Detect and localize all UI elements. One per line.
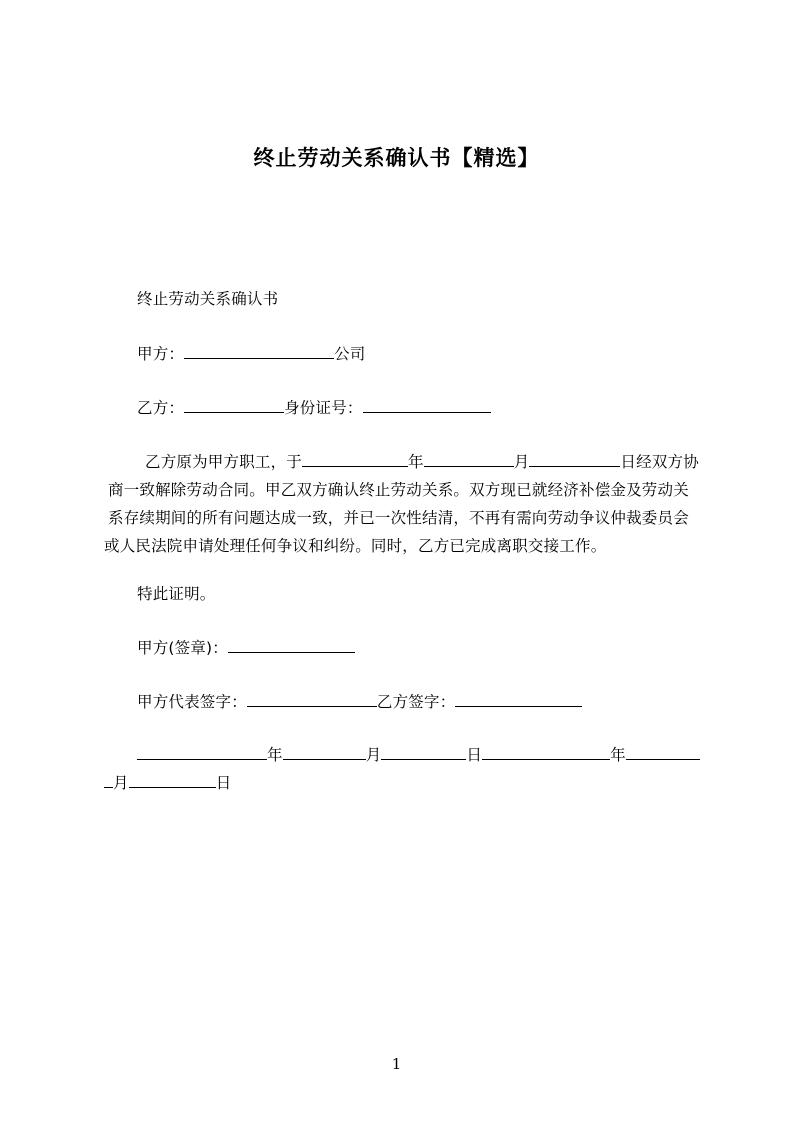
party-a-day-blank[interactable]: [381, 745, 466, 760]
date-day-char-1: 日: [466, 746, 483, 764]
end-year-blank[interactable]: [302, 452, 408, 467]
signature-line: [137, 692, 582, 712]
party-b-signature-blank[interactable]: [455, 692, 582, 707]
end-day-blank[interactable]: [529, 452, 620, 467]
party-b-name-blank[interactable]: [184, 398, 284, 413]
party-b-line: [137, 398, 491, 418]
subtitle: 终止劳动关系确认书: [137, 290, 279, 308]
party-a-name-blank[interactable]: [184, 344, 334, 359]
seal-label: 甲方(签章)：: [137, 639, 228, 657]
end-month-blank[interactable]: [424, 452, 514, 467]
party-a-label: 甲方：: [137, 345, 185, 363]
certify-text: 特此证明。: [137, 585, 216, 603]
party-b-month-blank-part2[interactable]: [104, 773, 113, 788]
body-line-1: [145, 452, 699, 472]
document-title: 终止劳动关系确认书【精选】: [253, 146, 540, 170]
page-number: 1: [391, 1055, 402, 1073]
body-line1-start: 乙方原为甲方职工，于: [145, 453, 303, 471]
date-day-char-2: 日: [215, 774, 232, 792]
seal-blank[interactable]: [228, 638, 355, 653]
party-a-line: [137, 344, 366, 364]
date-year-char-1: 年: [267, 746, 283, 764]
date-line-2: [104, 773, 231, 793]
party-b-id-label: 身份证号：: [284, 399, 363, 417]
party-a-month-blank[interactable]: [283, 745, 366, 760]
date-line-1: [137, 745, 700, 765]
body-year-char: 年: [408, 453, 424, 471]
seal-line: [137, 638, 355, 658]
party-b-label: 乙方：: [137, 399, 185, 417]
body-line-2: 商一致解除劳动合同。甲乙双方确认终止劳动关系。双方现已就经济补偿金及劳动关: [108, 481, 689, 499]
party-a-year-blank[interactable]: [137, 745, 267, 760]
party-b-month-blank-part1[interactable]: [626, 745, 700, 760]
rep-signature-blank[interactable]: [247, 692, 377, 707]
party-b-year-blank[interactable]: [482, 745, 610, 760]
body-month-char: 月: [513, 453, 530, 471]
rep-signature-label: 甲方代表签字：: [137, 693, 247, 711]
body-line-3: 系存续期间的所有问题达成一致，并已一次性结清，不再有需向劳动争议仲裁委员会: [108, 509, 689, 527]
party-b-day-blank[interactable]: [129, 773, 216, 788]
party-a-suffix: 公司: [334, 345, 366, 363]
party-b-signature-label: 乙方签字：: [376, 693, 456, 711]
body-line-4: 或人民法院申请处理任何争议和纠纷。同时，乙方已完成离职交接工作。: [104, 537, 607, 555]
date-month-char-1: 月: [365, 746, 382, 764]
date-month-char-2: 月: [113, 774, 129, 792]
date-year-char-2: 年: [610, 746, 626, 764]
body-line1-end: 日经双方协: [620, 453, 699, 471]
party-b-id-blank[interactable]: [363, 398, 491, 413]
